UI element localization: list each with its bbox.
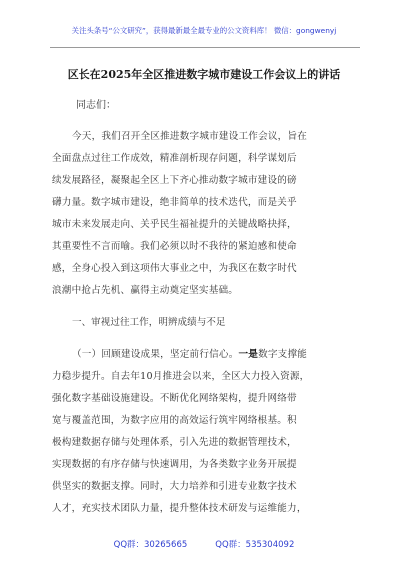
subsection-continuation: 数字支撑能 xyxy=(258,349,308,360)
qq-group-2: QQ群：535304092 xyxy=(215,540,295,550)
section-heading: 一、审视过往工作，明辨成绩与不足 xyxy=(72,317,226,328)
paragraph-2-line: 实现数据的有序存储与快速调用，为各类数字业务开展提 xyxy=(52,459,297,470)
paragraph-1-line: 城市未来发展走向、关乎民生福祉提升的关键战略抉择， xyxy=(52,219,297,230)
subsection-title: （一）回顾建设成果，坚定前行信心。 xyxy=(72,349,239,360)
paragraph-2-line: 供坚实的数据支撑。同时，大力培养和引进专业数字技术 xyxy=(52,481,297,492)
salutation: 同志们： xyxy=(76,100,116,111)
paragraph-2-line: 极构建数据存储与处理体系，引入先进的数据管理技术， xyxy=(52,437,297,448)
document-title: 区长在2025年全区推进数字城市建设工作会议上的讲话 xyxy=(67,68,341,81)
paragraph-1-line: 全面盘点过往工作成效，精准剖析现存问题，科学谋划后 xyxy=(52,153,297,164)
header-divider xyxy=(50,47,360,48)
paragraph-2-line: 力稳步提升。自去年10月推进会以来，全区大力投入资源， xyxy=(52,371,310,382)
paragraph-2-line: 强化数字基础设施建设。不断优化网络架构，提升网络带 xyxy=(52,393,297,404)
paragraph-1-line: 今天，我们召开全区推进数字城市建设工作会议，旨在 xyxy=(72,131,308,142)
paragraph-2-line: 人才，充实技术团队力量，提升整体技术研发与运维能力， xyxy=(52,503,307,514)
paragraph-2-line: 宽与覆盖范围，为数字应用的高效运行筑牢网络根基。积 xyxy=(52,415,297,426)
paragraph-1-line: 浪潮中抢占先机、赢得主动奠定坚实基础。 xyxy=(52,285,239,296)
paragraph-1-line: 礴力量。数字城市建设，绝非简单的技术迭代，而是关乎 xyxy=(52,197,297,208)
subsection-heading-line xyxy=(72,346,358,360)
paragraph-1-line: 续发展路径，凝聚起全区上下齐心推动数字城市建设的磅 xyxy=(52,175,297,186)
footer-contacts xyxy=(0,538,408,550)
paragraph-1-line: 其重要性不言而喻。我们必须以时不我待的紧迫感和使命 xyxy=(52,241,297,252)
paragraph-1-line: 感，全身心投入到这项伟大事业之中，为我区在数字时代 xyxy=(52,263,297,274)
header-banner: 关注头条号“公文研究”，获得最新最全最专业的公文资料库！ 微信：gongwenyj xyxy=(71,26,337,35)
qq-group-1: QQ群：30265665 xyxy=(113,540,188,550)
emphasis-first-point: 一是 xyxy=(238,349,259,360)
